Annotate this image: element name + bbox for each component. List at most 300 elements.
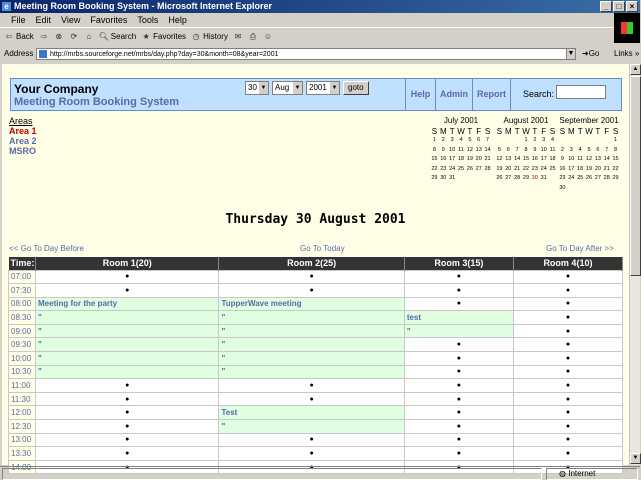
calendar-day-link[interactable]: 23	[440, 165, 447, 172]
security-zone	[546, 468, 638, 480]
mini-calendar-september	[558, 116, 620, 193]
booking-entry[interactable]: "	[404, 324, 513, 338]
menu-edit[interactable]: Edit	[35, 15, 52, 25]
calendar-day-link[interactable]: 4	[459, 137, 463, 143]
calendar-day-link[interactable]: 6	[506, 146, 510, 153]
table-row	[9, 433, 623, 447]
calendar-day-link[interactable]: 22	[431, 165, 438, 172]
calendar-day-link[interactable]: 2	[441, 137, 445, 143]
vertical-scrollbar[interactable]	[629, 64, 640, 465]
weekday-label: S	[612, 127, 619, 136]
day-select[interactable]	[245, 81, 269, 95]
weekday-label: W	[457, 127, 465, 136]
window-title-bar[interactable]	[0, 0, 640, 13]
time-slot-link[interactable]: 10:00	[9, 352, 36, 366]
room-column-header[interactable]: Room 4(10)	[513, 257, 622, 270]
calendar-day-link[interactable]: 2	[533, 137, 537, 143]
calendar-blank	[513, 136, 522, 146]
system-name[interactable]: Meeting Room Booking System	[14, 96, 180, 108]
table-row	[9, 447, 623, 461]
menu-help[interactable]: Help	[168, 15, 187, 25]
add-booking-icon[interactable]: ●	[404, 284, 513, 298]
weekday-label: T	[467, 127, 473, 136]
area-link[interactable]: MSRO	[9, 146, 36, 156]
time-slot-link[interactable]: 14:00	[9, 460, 36, 474]
add-booking-icon[interactable]: ●	[219, 270, 404, 284]
calendar-day-link[interactable]: 7	[486, 137, 490, 143]
table-row	[9, 311, 623, 325]
search-icon: 🔍︎	[98, 32, 109, 41]
calendar-day-link[interactable]: 17	[449, 156, 456, 162]
windows-flag-icon	[621, 22, 633, 34]
calendar-day-link[interactable]: 18	[549, 156, 556, 162]
booking-entry[interactable]: "	[219, 365, 404, 379]
table-row	[9, 297, 623, 311]
menu-tools[interactable]: Tools	[137, 15, 159, 25]
calendar-month-title: September 2001	[559, 116, 619, 125]
status-text	[2, 468, 542, 480]
add-booking-icon[interactable]: ●	[513, 379, 622, 393]
calendar-day-link[interactable]: 31	[540, 175, 547, 181]
add-booking-icon[interactable]: ●	[219, 433, 404, 447]
add-booking-icon[interactable]: ●	[36, 392, 219, 406]
minimize-button[interactable]: _	[600, 1, 612, 12]
calendar-day-link[interactable]: 8	[524, 146, 528, 153]
calendar-blank	[593, 136, 602, 146]
calendar-day-link[interactable]: 20	[594, 165, 601, 172]
booking-table	[8, 257, 623, 474]
booking-entry[interactable]: "	[219, 338, 404, 352]
mini-calendar-july	[430, 116, 492, 184]
calendar-day-link[interactable]: 24	[568, 175, 575, 181]
calendar-day-link[interactable]: 27	[475, 165, 482, 172]
time-slot-link[interactable]: 10:30	[9, 365, 36, 379]
calendar-day-link[interactable]: 21	[484, 156, 491, 162]
booking-entry[interactable]: "	[219, 420, 404, 434]
add-booking-icon[interactable]: ●	[513, 420, 622, 434]
weekday-label: T	[595, 127, 601, 136]
room-column-header[interactable]: Room 2(25)	[219, 257, 404, 270]
calendar-day-link[interactable]: 3	[569, 146, 573, 153]
calendar-day-link[interactable]: 26	[496, 175, 503, 181]
table-row	[9, 338, 623, 352]
calendar-day-link[interactable]: 30	[440, 175, 447, 181]
calendar-day-link[interactable]: 15	[612, 156, 619, 162]
stop-button[interactable]	[54, 32, 64, 42]
add-booking-icon[interactable]: ●	[513, 447, 622, 461]
address-input[interactable]	[36, 48, 576, 60]
booking-entry[interactable]: "	[36, 365, 219, 379]
areas-title: Areas	[9, 116, 33, 126]
add-booking-icon[interactable]: ●	[404, 460, 513, 474]
calendar-days	[495, 136, 557, 184]
add-booking-icon[interactable]: ●	[404, 379, 513, 393]
calendar-weekday-header	[495, 127, 557, 136]
weekday-label: M	[439, 127, 447, 136]
calendar-days	[558, 136, 620, 193]
calendar-day-link[interactable]: 10	[568, 156, 575, 162]
add-booking-icon[interactable]: ●	[404, 338, 513, 352]
booking-entry[interactable]: "	[219, 352, 404, 366]
calendar-day-link[interactable]: 19	[585, 165, 593, 172]
calendar-day-link[interactable]: 14	[514, 156, 521, 162]
weekday-label: M	[504, 127, 512, 136]
chevron-down-icon: ▼	[330, 82, 339, 94]
calendar-day-link[interactable]: 7	[515, 146, 519, 153]
calendar-day-link[interactable]: 28	[603, 175, 610, 181]
calendar-day-link[interactable]: 16	[531, 156, 538, 162]
favorites-label: Favorites	[153, 32, 187, 41]
calendar-day-link[interactable]: 8	[614, 146, 618, 153]
area-link-selected[interactable]: Area 1	[9, 126, 37, 136]
back-arrow-icon: ⇦	[5, 32, 13, 41]
ie-logo-icon: e	[2, 2, 11, 11]
add-booking-icon[interactable]: ●	[513, 284, 622, 298]
calendar-day-link[interactable]: 15	[522, 156, 530, 162]
add-booking-icon[interactable]: ●	[219, 460, 404, 474]
calendar-weekday-header	[558, 127, 620, 136]
scroll-up-icon[interactable]: ▲	[630, 64, 641, 75]
booking-table-body	[9, 270, 623, 474]
search-label: Search	[110, 32, 137, 41]
calendar-day-link[interactable]: 12	[466, 146, 473, 153]
calendar-day-link[interactable]: 14	[484, 146, 491, 153]
maximize-button[interactable]: □	[613, 1, 625, 12]
weekday-label: S	[559, 127, 566, 136]
calendar-day-link[interactable]: 19	[496, 165, 503, 172]
time-slot-link[interactable]: 07:30	[9, 284, 36, 298]
booking-entry[interactable]: Meeting for the party	[36, 297, 219, 311]
calendar-day-link[interactable]: 19	[466, 156, 473, 162]
month-select-value: Aug	[275, 83, 290, 92]
calendar-day-link[interactable]: 22	[612, 165, 619, 172]
add-booking-icon[interactable]: ●	[404, 297, 513, 311]
mail-icon: ✉	[234, 32, 242, 41]
time-slot-link[interactable]: 11:00	[9, 379, 36, 393]
time-slot-link[interactable]: 07:00	[9, 270, 36, 284]
year-select-value: 2001	[309, 83, 327, 92]
room-column-header[interactable]: Room 1(20)	[36, 257, 219, 270]
print-button[interactable]	[248, 32, 258, 42]
calendar-day-link[interactable]: 5	[497, 146, 501, 153]
time-slot-link[interactable]: 13:30	[9, 447, 36, 461]
calendar-day-link[interactable]: 18	[577, 165, 584, 172]
calendar-day-link[interactable]: 17	[540, 156, 547, 162]
add-booking-icon[interactable]: ●	[36, 270, 219, 284]
favorites-button[interactable]	[141, 29, 186, 45]
calendar-day-link[interactable]: 29	[612, 175, 619, 181]
table-row	[9, 406, 623, 420]
add-booking-icon[interactable]: ●	[36, 406, 219, 420]
calendar-day-link[interactable]: 6	[596, 146, 600, 153]
add-booking-icon[interactable]: ●	[513, 406, 622, 420]
go-button[interactable]	[582, 46, 599, 62]
time-slot-link[interactable]: 12:30	[9, 420, 36, 434]
calendar-day-link[interactable]: 30	[559, 184, 566, 191]
search-input[interactable]	[556, 85, 606, 99]
close-button[interactable]: ×	[626, 1, 638, 12]
calendar-day-link[interactable]: 4	[551, 137, 555, 143]
windows-logo	[614, 13, 640, 43]
add-booking-icon[interactable]: ●	[404, 420, 513, 434]
calendar-day-link[interactable]: 2	[560, 146, 564, 153]
table-row	[9, 379, 623, 393]
add-booking-icon[interactable]: ●	[36, 433, 219, 447]
add-booking-icon[interactable]: ●	[219, 284, 404, 298]
add-booking-icon[interactable]: ●	[513, 311, 622, 325]
calendar-day-link[interactable]: 16	[559, 165, 566, 172]
calendar-day-link[interactable]: 26	[585, 175, 593, 181]
add-booking-icon[interactable]: ●	[513, 270, 622, 284]
year-select[interactable]	[306, 81, 340, 95]
add-booking-icon[interactable]: ●	[404, 392, 513, 406]
weekday-label: S	[496, 127, 503, 136]
forward-arrow-icon: ⇨	[40, 32, 48, 41]
address-dropdown-button[interactable]: ▼	[566, 48, 576, 60]
booking-entry[interactable]: "	[36, 324, 219, 338]
table-row	[9, 365, 623, 379]
time-slot-link[interactable]: 11:30	[9, 392, 36, 406]
add-booking-icon[interactable]: ●	[404, 270, 513, 284]
back-label: Back	[16, 32, 34, 41]
area-link[interactable]: Area 2	[9, 136, 37, 146]
weekday-label: T	[532, 127, 538, 136]
chevron-down-icon: ▼	[293, 82, 302, 94]
time-slot-link[interactable]: 09:30	[9, 338, 36, 352]
go-label: Go	[588, 49, 600, 58]
day-before-link[interactable]: << Go To Day Before	[9, 244, 85, 253]
booking-entry[interactable]: test	[404, 311, 513, 325]
weekday-label: S	[431, 127, 438, 136]
address-bar	[0, 46, 640, 62]
add-booking-icon[interactable]: ●	[404, 352, 513, 366]
weekday-label: W	[522, 127, 530, 136]
calendar-day-link[interactable]: 13	[505, 156, 512, 162]
calendar-blank	[585, 136, 594, 146]
history-icon: ◷	[192, 32, 200, 41]
today-link[interactable]: Go To Today	[300, 244, 345, 253]
company-name: Your Company	[14, 82, 99, 96]
calendar-day-link[interactable]: 23	[531, 165, 538, 172]
calendar-day-link[interactable]: 1	[614, 137, 618, 143]
time-slot-link[interactable]: 12:00	[9, 406, 36, 420]
forward-button[interactable]	[39, 32, 49, 42]
add-booking-icon[interactable]: ●	[513, 338, 622, 352]
day-after-link[interactable]: Go To Day After >>	[546, 244, 614, 253]
menu-favorites[interactable]: Favorites	[90, 15, 128, 25]
calendar-day-link[interactable]: 24	[449, 165, 456, 172]
time-slot-link[interactable]: 08:30	[9, 311, 36, 325]
calendar-day-link[interactable]: 4	[578, 146, 582, 153]
add-booking-icon[interactable]: ●	[513, 324, 622, 338]
add-booking-icon[interactable]: ●	[513, 365, 622, 379]
refresh-button[interactable]	[69, 32, 79, 42]
discuss-icon: ☺	[263, 32, 273, 41]
booking-entry[interactable]: "	[219, 324, 404, 338]
add-booking-icon[interactable]: ●	[219, 447, 404, 461]
calendar-day-link[interactable]: 11	[577, 156, 583, 162]
weekday-label: F	[476, 127, 482, 136]
print-icon: ⎙	[249, 32, 257, 41]
month-select[interactable]	[272, 81, 303, 95]
search-button[interactable]	[99, 29, 136, 45]
calendar-day-link[interactable]: 20	[475, 156, 482, 162]
menu-bar	[0, 13, 640, 28]
calendar-day-link[interactable]: 3	[542, 137, 546, 143]
calendar-blank	[576, 136, 585, 146]
booking-entry[interactable]: "	[219, 311, 404, 325]
calendar-day-link[interactable]: 25	[457, 165, 465, 172]
add-booking-icon[interactable]: ●	[513, 297, 622, 311]
mail-button[interactable]	[233, 32, 243, 42]
add-booking-icon[interactable]: ●	[36, 460, 219, 474]
add-booking-icon[interactable]: ●	[36, 379, 219, 393]
calendar-day-link[interactable]: 15	[431, 156, 438, 162]
window-title: Meeting Room Booking System - Microsoft Internet Explorer	[14, 1, 273, 11]
calendar-day-link[interactable]: 6	[477, 137, 481, 143]
weekday-label: T	[514, 127, 520, 136]
help-link[interactable]: Help	[405, 79, 435, 110]
add-booking-icon[interactable]: ●	[219, 392, 404, 406]
time-slot-link[interactable]: 09:00	[9, 324, 36, 338]
address-label: Address	[4, 49, 34, 58]
date-heading: Thursday 30 August 2001	[225, 212, 406, 227]
calendar-day-link[interactable]: 3	[450, 137, 454, 143]
calendar-day-link[interactable]: 25	[577, 175, 584, 181]
table-row	[9, 392, 623, 406]
calendar-day-link[interactable]: 1	[432, 137, 436, 143]
booking-entry[interactable]: "	[36, 311, 219, 325]
back-button[interactable]	[4, 29, 34, 45]
weekday-label: T	[577, 127, 583, 136]
calendar-day-link[interactable]: 5	[468, 137, 472, 143]
history-label: History	[203, 32, 228, 41]
discuss-button[interactable]	[263, 32, 273, 42]
calendar-day-link[interactable]: 22	[522, 165, 530, 172]
menu-view[interactable]: View	[61, 15, 81, 25]
calendar-day-link[interactable]: 9	[441, 146, 445, 153]
calendar-day-link[interactable]: 11	[458, 146, 464, 153]
calendar-day-link[interactable]: 18	[457, 156, 465, 162]
booking-entry[interactable]: "	[36, 338, 219, 352]
calendar-day-link[interactable]: 13	[475, 146, 482, 153]
admin-link[interactable]: Admin	[435, 79, 472, 110]
calendar-blank	[495, 136, 504, 146]
weekday-label: F	[541, 127, 547, 136]
calendar-day-link[interactable]: 16	[440, 156, 447, 162]
calendar-day-link[interactable]: 20	[505, 165, 512, 172]
calendar-day-link[interactable]: 1	[524, 137, 528, 143]
booking-entry[interactable]: TupperWave meeting	[219, 297, 404, 311]
go-arrow-icon: ➜	[582, 49, 589, 58]
mrbs-header	[10, 78, 622, 111]
booking-entry[interactable]: "	[36, 352, 219, 366]
calendar-day-link[interactable]: 8	[432, 146, 436, 153]
calendar-blank	[558, 136, 567, 146]
report-link[interactable]: Report	[472, 79, 510, 110]
address-url: http://mrbs.sourceforge.net/mrbs/day.php?day=30&month=08&year=2001	[50, 51, 279, 58]
home-button[interactable]	[84, 32, 94, 42]
calendar-day-link[interactable]: 12	[585, 156, 593, 162]
weekday-label: S	[484, 127, 491, 136]
add-booking-icon[interactable]: ●	[404, 433, 513, 447]
calendar-day-link[interactable]: 28	[484, 165, 491, 172]
calendar-day-link[interactable]: 7	[605, 146, 609, 153]
calendar-month-title: July 2001	[443, 116, 479, 125]
table-row	[9, 420, 623, 434]
calendar-day-link[interactable]: 21	[514, 165, 521, 172]
add-booking-icon[interactable]: ●	[36, 284, 219, 298]
links-button[interactable]: Links »	[614, 49, 640, 58]
calendar-day-link[interactable]: 5	[587, 146, 591, 153]
calendar-day-link[interactable]: 14	[603, 156, 610, 162]
favorites-icon: ★	[142, 32, 150, 41]
calendar-day-link[interactable]: 30	[531, 175, 538, 181]
menu-file[interactable]: File	[11, 15, 26, 25]
chevron-down-icon: ▼	[259, 82, 268, 94]
refresh-icon: ⟳	[70, 32, 78, 41]
calendar-day-link[interactable]: 10	[449, 146, 456, 153]
calendar-day-link[interactable]: 12	[496, 156, 503, 162]
add-booking-icon[interactable]: ●	[513, 352, 622, 366]
add-booking-icon[interactable]: ●	[513, 460, 622, 474]
weekday-label: W	[585, 127, 593, 136]
room-column-header[interactable]: Room 3(15)	[404, 257, 513, 270]
add-booking-icon[interactable]: ●	[513, 433, 622, 447]
calendar-day-link[interactable]: 28	[514, 175, 521, 181]
add-booking-icon[interactable]: ●	[36, 447, 219, 461]
goto-button[interactable]: goto	[343, 81, 369, 95]
calendar-day-link[interactable]: 27	[594, 175, 601, 181]
calendar-day-link[interactable]: 17	[568, 165, 575, 172]
calendar-day-link[interactable]: 21	[603, 165, 610, 172]
calendar-day-link[interactable]: 25	[549, 165, 556, 172]
calendar-day-link[interactable]: 24	[540, 165, 547, 172]
add-booking-icon[interactable]: ●	[404, 447, 513, 461]
calendar-day-link[interactable]: 29	[431, 175, 438, 181]
add-booking-icon[interactable]: ●	[219, 379, 404, 393]
calendar-day-link[interactable]: 31	[449, 175, 456, 181]
calendar-day-link[interactable]: 26	[466, 165, 473, 172]
scroll-thumb[interactable]	[630, 76, 641, 276]
time-slot-link[interactable]: 13:00	[9, 433, 36, 447]
home-icon: ⌂	[86, 32, 92, 41]
table-row	[9, 352, 623, 366]
booking-entry[interactable]: Test	[219, 406, 404, 420]
calendar-day-link[interactable]: 10	[540, 146, 547, 153]
add-booking-icon[interactable]: ●	[36, 420, 219, 434]
calendar-days	[430, 136, 492, 184]
calendar-weekday-header	[430, 127, 492, 136]
mini-calendar-august	[495, 116, 557, 184]
page-viewport	[2, 64, 629, 472]
calendar-day-link[interactable]: 11	[549, 146, 556, 153]
add-booking-icon[interactable]: ●	[513, 392, 622, 406]
calendar-day-link[interactable]: 27	[505, 175, 512, 181]
calendar-day-link[interactable]: 9	[533, 146, 537, 153]
stop-icon: ⊗	[55, 32, 63, 41]
add-booking-icon[interactable]: ●	[404, 365, 513, 379]
calendar-day-link[interactable]: 9	[560, 156, 564, 162]
scroll-down-icon[interactable]: ▼	[630, 453, 641, 464]
add-booking-icon[interactable]: ●	[404, 406, 513, 420]
calendar-month-title: August 2001	[503, 116, 549, 125]
calendar-day-link[interactable]: 29	[522, 175, 530, 181]
calendar-day-link[interactable]: 23	[559, 175, 566, 181]
calendar-day-link[interactable]: 13	[594, 156, 601, 162]
history-button[interactable]	[191, 29, 228, 45]
time-slot-link[interactable]: 08:00	[9, 297, 36, 311]
